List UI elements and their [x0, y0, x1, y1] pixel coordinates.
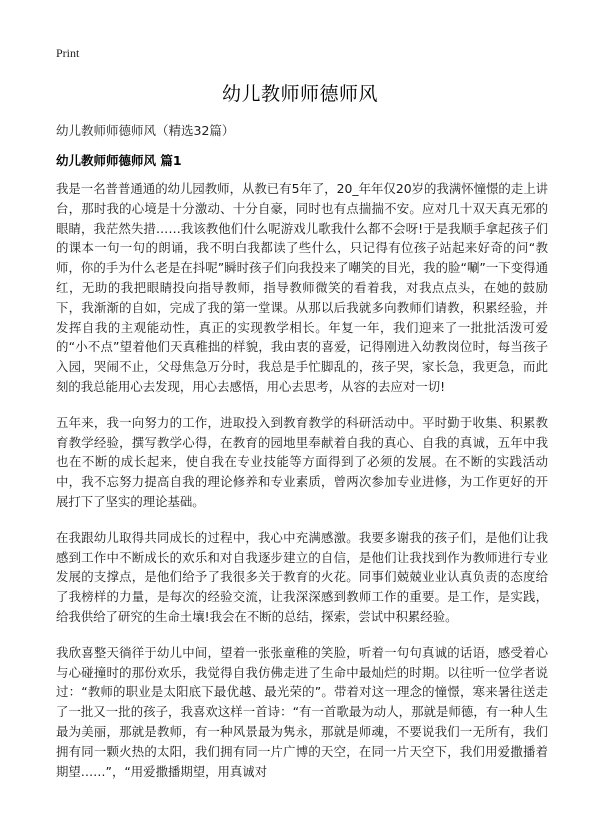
document-subtitle: 幼儿教师师德师风（精选32篇） — [56, 123, 235, 138]
print-link[interactable]: Print — [56, 46, 80, 60]
section-heading: 幼儿教师师德师风 篇1 — [56, 153, 182, 168]
paragraph-3: 在我跟幼儿取得共同成长的过程中，我心中充满感激。我要多谢我的孩子们，是他们让我感到工作中不断成长的欢乐和对自我逐步建立的自信，是他们让我找到作为教师进行专业发展的支撑点，是他们给予了我很多关于教育的火花。同事们兢兢业业认真负责的态度给了我榜样的力量，是每次的经验交流，让我深深感到教师工作的重要。是工作，是实践，给我供给了研究的生命土壤!我会在不断的总结，探索，尝试中积累经验。 — [56, 529, 548, 624]
paragraph-2: 五年来，我一向努力的工作，进取投入到教育教学的科研活动中。平时勤于收集、积累教育教学经验，撰写教学心得，在教育的园地里奉献着自我的真心、自我的真诚，五年中我也在不断的成长起来，使自我在专业技能等方面得到了必须的发展。在不断的实践活动中，我不忘努力提高自我的理论修养和专业素质，曾两次参加专业进修，为工作更好的开展打下了坚实的理论基础。 — [56, 414, 548, 509]
paragraph-4: 我欣喜整天徜徉于幼儿中间，望着一张张童稚的笑脸，听着一句句真诚的话语，感受着心与心碰撞时的那份欢乐，我觉得自我仿佛走进了生命中最灿烂的时期。以往听一位学者说过：“教师的职业是太阳底下最优越、最光荣的”。带着对这一理念的憧憬，寒来暑往送走了一批又一批的孩子，我喜欢这样一首诗：“有一首歌最为动人，那就是师德，有一种人生最为美丽，那就是教师，有一种风景最为隽永，那就是师魂，不要说我们一无所有，我们拥有同一颗火热的太阳，我们拥有同一片广博的天空，在同一片天空下，我们用爱撒播着期望……”，“用爱撒播期望，用真诚对 — [56, 644, 548, 779]
paragraph-1: 我是一名普普通通的幼儿园教师，从教已有5年了，20_年年仅20岁的我满怀憧憬的走上讲台，那时我的心境是十分激动、十分自豪，同时也有点揣揣不安。应对几十双天真无邪的眼睛，我茫然失措……我该教他们什么呢游戏儿歌我什么都不会呀!于是我顺手拿起孩子们的课本一句一句的朗诵，我不明白我都读了些什么，只记得有位孩子站起来好奇的问“教师，你的手为什么老是在抖呢”瞬时孩子们向我投来了嘲笑的目光，我的脸“唰”一下变得通红，无助的我把眼睛投向指导教师，指导教师微笑的看着我，对我点点头，在她的鼓励下，我渐渐的自如，完成了我的第一堂课。从那以后我就多向教师们请教，积累经验，并发挥自我的主观能动性，真正的实现教学相长。年复一年，我们迎来了一批批活泼可爱的“小不点”望着他们天真稚拙的样貌，我由衷的喜爱，记得刚进入幼教岗位时，每当孩子入园，哭闹不止，父母焦急万分时，我总是手忙脚乱的，孩子哭，家长急，我更急，而此刻的我总能用心去发现，用心去感悟，用心去思考，从容的去应对一切! — [56, 181, 548, 394]
page-title: 幼儿教师师德师风 — [221, 83, 378, 105]
article-body — [56, 179, 548, 797]
